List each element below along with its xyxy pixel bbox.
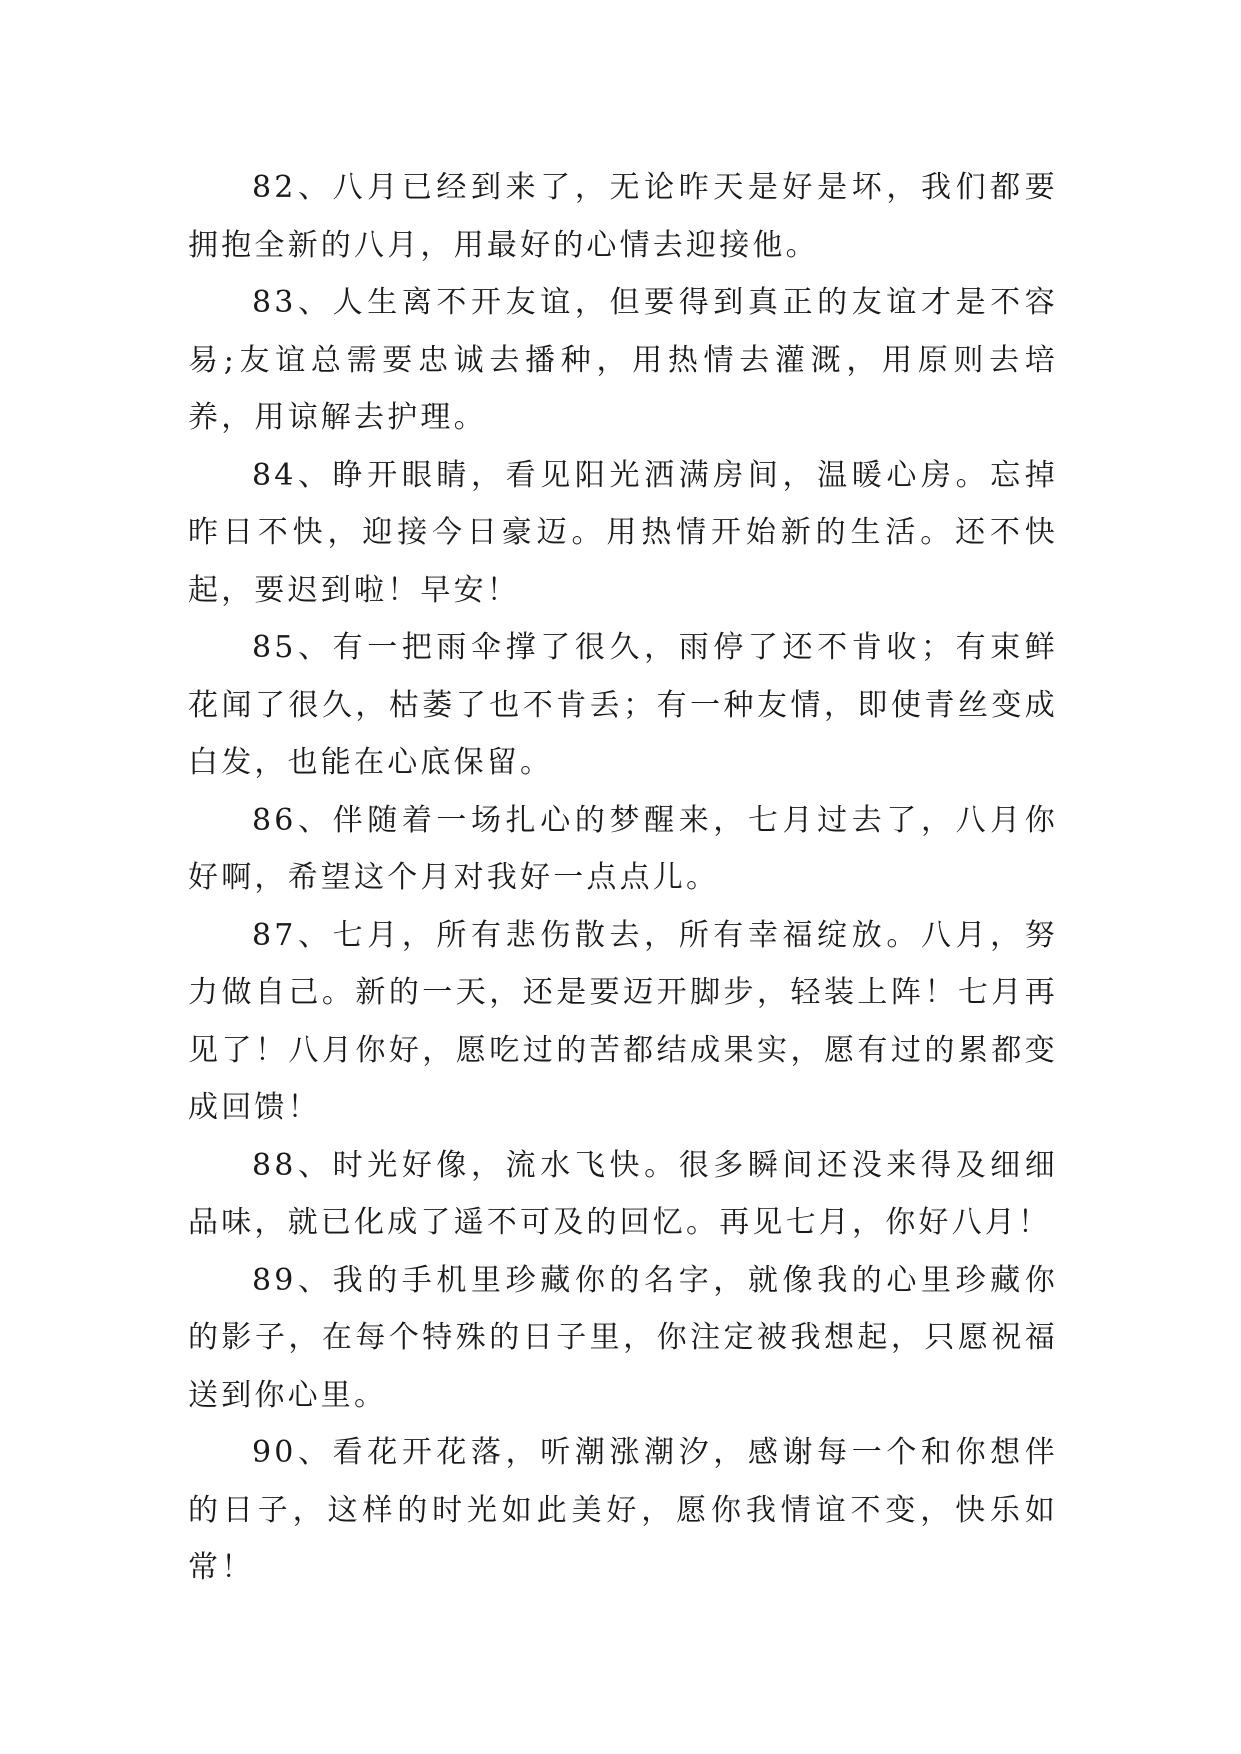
paragraph-89: 89、我的手机里珍藏你的名字，就像我的心里珍藏你的影子，在每个特殊的日子里，你注定被我想起，只愿祝福送到你心里。 [188,1262,1058,1413]
paragraph-86: 86、伴随着一场扎心的梦醒来，七月过去了，八月你好啊，希望这个月对我好一点点儿。 [188,802,1058,895]
paragraph-82: 82、八月已经到来了，无论昨天是好是坏，我们都要拥抱全新的八月，用最好的心情去迎接他。 [188,170,1058,263]
paragraph-88: 88、时光好像，流水飞快。很多瞬间还没来得及细细品味，就已化成了遥不可及的回忆。再见七月，你好八月！ [188,1147,1058,1240]
document-body [188,159,1058,1597]
paragraph-84: 84、睁开眼睛，看见阳光洒满房间，温暖心房。忘掉昨日不快，迎接今日豪迈。用热情开始新的生活。还不快起，要迟到啦！早安！ [188,457,1058,608]
paragraph-87: 87、七月，所有悲伤散去，所有幸福绽放。八月，努力做自己。新的一天，还是要迈开脚步，轻装上阵！七月再见了！八月你好，愿吃过的苦都结成果实，愿有过的累都变成回馈！ [188,917,1058,1125]
paragraph-90: 90、看花开花落，听潮涨潮汐，感谢每一个和你想伴的日子，这样的时光如此美好，愿你我情谊不变，快乐如常！ [188,1435,1058,1585]
paragraph-83: 83、人生离不开友谊，但要得到真正的友谊才是不容易;友谊总需要忠诚去播种，用热情去灌溉，用原则去培养，用谅解去护理。 [188,285,1058,435]
paragraph-85: 85、有一把雨伞撑了很久，雨停了还不肯收；有束鲜花闻了很久，枯萎了也不肯丢；有一种友情，即使青丝变成白发，也能在心底保留。 [188,630,1058,780]
